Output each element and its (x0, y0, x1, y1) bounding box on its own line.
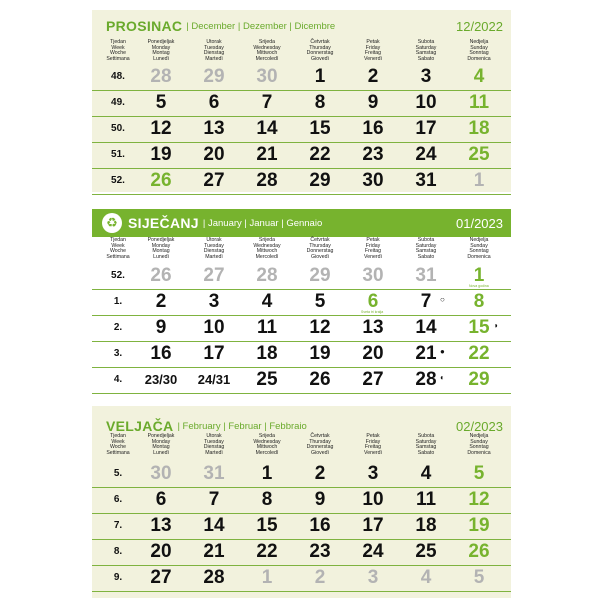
day-number: 19 (150, 144, 172, 165)
day-number: 22 (256, 541, 278, 562)
weekday-label: Samstag (415, 248, 437, 255)
day-number: 19 (309, 343, 331, 364)
day-number: 7 (208, 489, 220, 510)
day-number: 30 (150, 463, 172, 484)
weekday-label: Subota (417, 237, 435, 243)
weekday-label: Petak (366, 237, 380, 243)
day-number: 7 (420, 291, 432, 312)
day-number: 1 (473, 170, 485, 191)
weekday-label: Montag (152, 444, 170, 451)
day-number: 13 (362, 317, 384, 338)
day-number: 16 (309, 515, 331, 536)
day-number: 22 (468, 343, 490, 364)
day-number: 26 (468, 541, 490, 562)
weekday-label: Sonntag (469, 50, 489, 57)
weekday-label: Venerdì (364, 55, 382, 62)
day-number: 14 (203, 515, 225, 536)
day-number: 10 (362, 489, 384, 510)
day-number: 15 (468, 317, 490, 338)
day-number: 13 (203, 118, 225, 139)
week-number: 50. (111, 123, 125, 134)
weekday-label: Utorak (206, 237, 222, 243)
weekday-label: Giovedì (311, 55, 329, 62)
weekday-label: Thursday (309, 438, 331, 445)
weekday-label: Nedjelja (469, 433, 489, 439)
weekday-label: Tjedan (110, 237, 126, 243)
day-number: 20 (203, 144, 225, 165)
day-number: 9 (367, 92, 379, 113)
weekday-label: Domenica (467, 55, 491, 62)
weekday-label: Week (111, 44, 125, 51)
weekday-label: Freitag (364, 248, 382, 255)
day-number: 4 (473, 66, 485, 87)
day-number: 5 (314, 291, 326, 312)
month-header-2 (92, 209, 511, 237)
weekday-label: Srijeda (258, 39, 276, 45)
day-number: 27 (150, 567, 172, 588)
week-number: 52. (111, 270, 125, 281)
weekday-label: Monday (151, 438, 171, 445)
weekday-label: Četvrtak (310, 433, 330, 439)
day-number: 29 (468, 369, 490, 390)
week-number: 1. (113, 296, 123, 307)
day-number: 18 (468, 118, 490, 139)
day-number: 16 (150, 343, 172, 364)
weekday-header (132, 434, 190, 456)
weekday-label: Dienstag (203, 248, 225, 255)
weekday-header (397, 434, 455, 456)
month-year: 02/2023 (456, 418, 503, 434)
weekday-header (291, 434, 349, 456)
weekday-label: Woche (109, 444, 127, 451)
weekday-label: Tuesday (204, 44, 224, 51)
weekday-label: Saturday (415, 438, 437, 445)
weekday-label: Thursday (309, 242, 331, 249)
moon-phase-icon: ◐ (440, 373, 445, 382)
day-number: 22 (309, 144, 331, 165)
day-number: 9 (314, 489, 326, 510)
weekday-label: Petak (366, 39, 380, 45)
day-number: 5 (473, 567, 485, 588)
day-number: 23 (309, 541, 331, 562)
weekday-label: Mittwoch (256, 444, 278, 451)
day-number: 17 (203, 343, 225, 364)
week-row (92, 90, 511, 117)
month-header-1 (92, 12, 511, 40)
weekday-label: Settimana (106, 449, 130, 456)
day-number: 15 (309, 118, 331, 139)
day-number: 3 (420, 66, 432, 87)
day-number: 14 (256, 118, 278, 139)
day-number: 18 (256, 343, 278, 364)
week-row (92, 315, 511, 342)
recycle-logo-icon: ♻ (102, 213, 122, 233)
week-number: 48. (111, 71, 125, 82)
weekday-label: Sonntag (469, 248, 489, 255)
day-number: 26 (309, 369, 331, 390)
day-number: 13 (150, 515, 172, 536)
day-header-row (92, 238, 511, 266)
weekday-header (238, 40, 296, 62)
day-number: 25 (468, 144, 490, 165)
day-number: 9 (155, 317, 167, 338)
weekday-label: Sabato (417, 55, 435, 62)
weekday-label: Tuesday (204, 242, 224, 249)
weekday-label: Tuesday (204, 438, 224, 445)
weekday-header (185, 434, 243, 456)
weekday-header (450, 238, 508, 260)
weekday-label: Ponedjeljak (147, 433, 175, 439)
day-number: 25 (415, 541, 437, 562)
day-number: 3 (208, 291, 220, 312)
weekday-label: Freitag (364, 50, 382, 57)
day-header-row (92, 434, 511, 462)
week-number: 51. (111, 149, 125, 160)
weekday-label: Samstag (415, 50, 437, 57)
weekday-label: Montag (152, 50, 170, 57)
weekday-label: Mercoledì (255, 449, 279, 456)
day-number: 12 (468, 489, 490, 510)
weekday-label: Monday (151, 242, 171, 249)
moon-phase-icon: ◑ (493, 321, 498, 330)
weekday-label: Lunedì (153, 253, 169, 260)
weekday-label: Giovedì (311, 449, 329, 456)
week-number: 5. (113, 468, 123, 479)
day-number: 2 (314, 463, 326, 484)
day-number: 20 (362, 343, 384, 364)
day-number: 31 (415, 265, 437, 286)
day-number: 30 (362, 170, 384, 191)
weekday-label: Woche (109, 50, 127, 57)
week-row (92, 539, 511, 566)
weekday-label: Mercoledì (255, 253, 279, 260)
day-number: 26 (150, 265, 172, 286)
week-row (92, 461, 511, 488)
weekday-label: Donnerstag (306, 444, 334, 451)
weekday-label: Week (111, 242, 125, 249)
weekday-header (132, 40, 190, 62)
day-number: 18 (415, 515, 437, 536)
weekday-label: Friday (365, 44, 381, 51)
weekday-header (397, 238, 455, 260)
weekday-label: Freitag (364, 444, 382, 451)
weekday-header (450, 40, 508, 62)
week-number: 6. (113, 494, 123, 505)
day-number: 24/31 (197, 372, 231, 387)
weekday-label: Sabato (417, 449, 435, 456)
week-number: 7. (113, 520, 123, 531)
week-row (92, 513, 511, 540)
weekday-label: Domenica (467, 449, 491, 456)
month-year: 01/2023 (456, 215, 503, 231)
week-row (92, 64, 511, 91)
weekday-header (238, 434, 296, 456)
week-number: 52. (111, 175, 125, 186)
week-row (92, 289, 511, 316)
day-number: 24 (362, 541, 384, 562)
day-number: 31 (415, 170, 437, 191)
day-number: 28 (415, 369, 437, 390)
week-number: 3. (113, 348, 123, 359)
day-number: 8 (261, 489, 273, 510)
weekday-label: Donnerstag (306, 248, 334, 255)
weekday-label: Mittwoch (256, 248, 278, 255)
weekday-label: Dienstag (203, 444, 225, 451)
weekday-label: Tjedan (110, 433, 126, 439)
day-number: 23/30 (144, 372, 178, 387)
day-number: 30 (256, 66, 278, 87)
day-number: 17 (362, 515, 384, 536)
weekday-label: Tjedan (110, 39, 126, 45)
weekday-label: Martedì (205, 55, 223, 62)
week-number: 2. (113, 322, 123, 333)
day-number: 5 (473, 463, 485, 484)
month-translations: | January | Januar | Gennaio (202, 217, 323, 229)
weekday-label: Nedjelja (469, 237, 489, 243)
day-number: 4 (420, 567, 432, 588)
weekday-label: Friday (365, 242, 381, 249)
day-number: 12 (309, 317, 331, 338)
day-number: 28 (256, 265, 278, 286)
day-number: 21 (415, 343, 437, 364)
weekday-header (291, 40, 349, 62)
weekday-label: Sunday (470, 242, 488, 249)
weekday-label: Nedjelja (469, 39, 489, 45)
weekday-label: Venerdì (364, 449, 382, 456)
week-row (92, 263, 511, 290)
day-number: 17 (415, 118, 437, 139)
weekday-label: Četvrtak (310, 237, 330, 243)
weekday-label: Subota (417, 39, 435, 45)
day-number: 4 (420, 463, 432, 484)
weekday-header (238, 238, 296, 260)
day-number: 15 (256, 515, 278, 536)
week-row (92, 142, 511, 169)
week-row (92, 341, 511, 368)
month-name: PROSINAC (106, 18, 183, 34)
day-number: 6 (208, 92, 220, 113)
weekday-label: Martedì (205, 449, 223, 456)
weekday-label: Ponedjeljak (147, 39, 175, 45)
day-number: 11 (256, 317, 278, 338)
day-number: 2 (314, 567, 326, 588)
week-number: 49. (111, 97, 125, 108)
weekday-label: Monday (151, 44, 171, 51)
weekday-label: Domenica (467, 253, 491, 260)
day-number: 5 (155, 92, 167, 113)
weekday-label: Sabato (417, 253, 435, 260)
weekday-label: Ponedjeljak (147, 237, 175, 243)
day-number: 24 (415, 144, 437, 165)
weekday-header (344, 434, 402, 456)
day-number: 1 (314, 66, 326, 87)
weekday-label: Saturday (415, 44, 437, 51)
day-number: 19 (468, 515, 490, 536)
weekday-label: Sonntag (469, 444, 489, 451)
weekday-header (397, 40, 455, 62)
day-number: 1 (473, 265, 485, 286)
day-number: 28 (256, 170, 278, 191)
day-number: 10 (203, 317, 225, 338)
week-row (92, 168, 511, 195)
day-number: 2 (155, 291, 167, 312)
day-number: 26 (150, 170, 172, 191)
day-number: 16 (362, 118, 384, 139)
day-number: 6 (367, 291, 379, 312)
weekday-header (132, 238, 190, 260)
day-number: 8 (473, 291, 485, 312)
weekday-label: Srijeda (258, 433, 276, 439)
weekday-header (344, 238, 402, 260)
weekday-header (291, 238, 349, 260)
month-year: 12/2022 (456, 18, 503, 34)
weekday-label: Settimana (106, 55, 130, 62)
day-number: 11 (415, 489, 437, 510)
weekday-label: Venerdì (364, 253, 382, 260)
day-number: 8 (314, 92, 326, 113)
day-number: 28 (203, 567, 225, 588)
weekday-label: Srijeda (258, 237, 276, 243)
weekday-label: Woche (109, 248, 127, 255)
month-name: VELJAČA (106, 418, 174, 434)
day-number: 14 (415, 317, 437, 338)
weekday-label: Wednesday (253, 438, 281, 445)
day-number: 10 (415, 92, 437, 113)
weekday-label: Donnerstag (306, 50, 334, 57)
weekday-label: Settimana (106, 253, 130, 260)
day-number: 21 (203, 541, 225, 562)
weekday-header (185, 238, 243, 260)
weekday-label: Martedì (205, 253, 223, 260)
moon-phase-icon: ○ (440, 295, 445, 304)
week-number: 9. (113, 572, 123, 583)
weekday-label: Utorak (206, 433, 222, 439)
weekday-header (450, 434, 508, 456)
weekday-label: Thursday (309, 44, 331, 51)
week-row (92, 367, 511, 394)
day-number: 29 (309, 265, 331, 286)
day-number: 27 (203, 170, 225, 191)
weekday-label: Lunedì (153, 55, 169, 62)
weekday-label: Sunday (470, 438, 488, 445)
weekday-label: Giovedì (311, 253, 329, 260)
day-number: 27 (362, 369, 384, 390)
day-number: 11 (468, 92, 490, 113)
day-number: 4 (261, 291, 273, 312)
day-number: 31 (203, 463, 225, 484)
weekday-label: Wednesday (253, 44, 281, 51)
day-number: 6 (155, 489, 167, 510)
weekday-label: Wednesday (253, 242, 281, 249)
weekday-label: Sunday (470, 44, 488, 51)
weekday-label: Montag (152, 248, 170, 255)
day-number: 7 (261, 92, 273, 113)
weekday-label: Utorak (206, 39, 222, 45)
week-number: 4. (113, 374, 123, 385)
day-number: 28 (150, 66, 172, 87)
day-number: 3 (367, 567, 379, 588)
weekday-label: Subota (417, 433, 435, 439)
weekday-label: Mercoledì (255, 55, 279, 62)
day-number: 29 (309, 170, 331, 191)
day-number: 29 (203, 66, 225, 87)
weekday-label: Petak (366, 433, 380, 439)
weekday-label: Saturday (415, 242, 437, 249)
weekday-header (344, 40, 402, 62)
weekday-label: Week (111, 438, 125, 445)
moon-phase-icon: ● (440, 347, 445, 356)
day-number: 25 (256, 369, 278, 390)
weekday-header (185, 40, 243, 62)
weekday-label: Dienstag (203, 50, 225, 57)
day-number: 3 (367, 463, 379, 484)
month-translations: | December | Dezember | Dicembre (186, 20, 336, 32)
month-translations: | February | Februar | Febbraio (177, 420, 307, 432)
month-name: SIJEČANJ (128, 215, 199, 231)
weekday-label: Četvrtak (310, 39, 330, 45)
weekday-label: Lunedì (153, 449, 169, 456)
holiday-note: Nova godina (469, 284, 489, 288)
holiday-note: Sveta tri kralja (361, 310, 384, 314)
week-row (92, 116, 511, 143)
weekday-label: Samstag (415, 444, 437, 451)
day-number: 2 (367, 66, 379, 87)
week-row (92, 487, 511, 514)
weekday-label: Mittwoch (256, 50, 278, 57)
day-number: 30 (362, 265, 384, 286)
week-number: 8. (113, 546, 123, 557)
day-number: 23 (362, 144, 384, 165)
day-number: 20 (150, 541, 172, 562)
day-number: 12 (150, 118, 172, 139)
day-number: 1 (261, 463, 273, 484)
day-number: 27 (203, 265, 225, 286)
day-number: 21 (256, 144, 278, 165)
week-row (92, 565, 511, 592)
day-number: 1 (261, 567, 273, 588)
weekday-label: Friday (365, 438, 381, 445)
